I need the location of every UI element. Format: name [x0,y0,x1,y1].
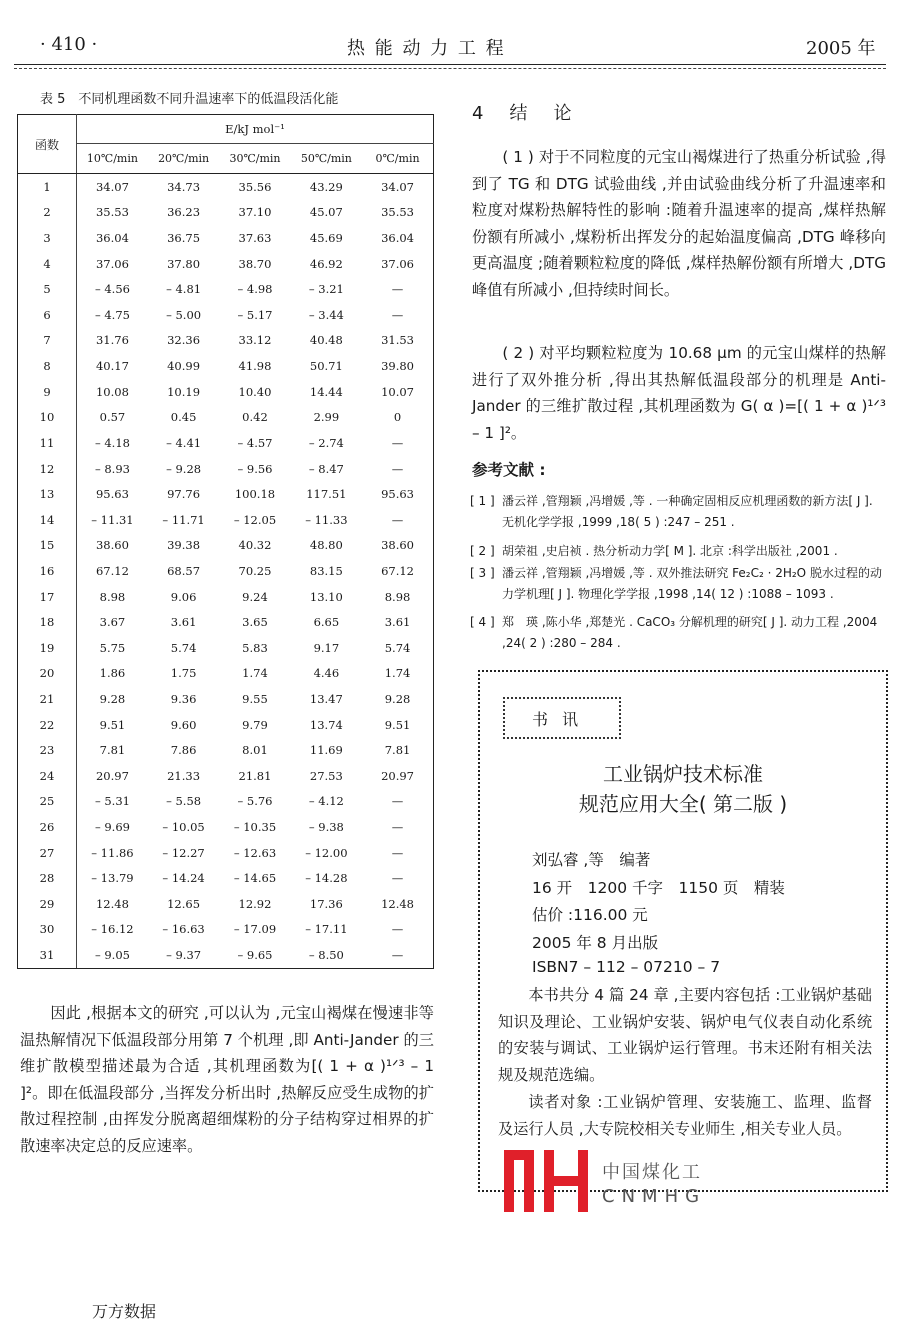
function-number-cell: 5 [18,276,77,302]
book-readers: 读者对象 :工业锅炉管理、安装施工、监理、监督及运行人员 ,大专院校相关专业师生 ,相关专业人员。 [498,1093,872,1138]
energy-value-cell: – 11.86 [91,845,134,860]
energy-value-cell: 50.71 [309,359,343,374]
references-heading: 参考文献 : [472,461,546,479]
energy-value-cell: – 4.41 [166,435,202,450]
energy-value-cell: – 5.00 [166,307,202,322]
function-number-cell: 15 [18,533,77,559]
function-number-cell: 19 [18,635,77,661]
energy-value-cell: 37.06 [362,251,433,277]
table-row [18,737,434,763]
rate-header: 30℃/min [219,144,290,174]
reference-text: 潘云祥 ,管翔颖 ,冯增媛 ,等 . 一种确定固相反应机理函数的新方法[ J ]. 无机化学学报 ,1999 ,18( 5 ) :247 – 251 . [502,494,873,529]
energy-value-cell: — [362,840,433,866]
energy-value-cell: 40.48 [309,333,343,348]
function-number-cell: 24 [18,763,77,789]
energy-value-cell: 9.55 [242,691,268,706]
energy-value-cell: 9.28 [99,691,126,706]
energy-value-cell: 35.56 [238,179,272,194]
function-number-cell: 13 [18,481,77,507]
energy-value-cell: 34.07 [95,179,129,194]
function-column-header: 函数 [18,115,77,174]
table-row [18,763,434,789]
energy-value-cell: 45.69 [309,231,343,246]
energy-value-cell: – 4.81 [166,282,202,297]
function-number-cell: 26 [18,814,77,840]
header-rule [14,64,886,65]
energy-value-cell: – 9.56 [237,461,273,476]
conclusion-point-1: ( 1 ) 对于不同粒度的元宝山褐煤进行了热重分析试验 ,得到了 TG 和 DTG 试验曲线 ,并由试验曲线分析了升温速率和粒度对煤粉热解特性的影响 :随着升温速率的提高 ,煤样热解份额有所减小 ,煤粉析出挥发分的起始温度偏高 ,DTG 峰移向更高温度 ;随着颗粒粒度的降低 ,煤样热解份额有所增大 ,DTG 峰值有所减小 ,但持续时间长。 [472,148,886,299]
energy-value-cell: — [362,302,433,328]
function-number-cell: 7 [18,328,77,354]
table-row [18,200,434,226]
energy-value-cell: – 12.27 [162,845,205,860]
energy-value-cell: 43.29 [309,179,343,194]
energy-value-cell: 3.61 [170,615,197,630]
energy-value-cell: 7.86 [170,743,197,758]
energy-value-cell: – 5.31 [94,794,130,809]
reference-number: [ 3 ] [470,566,495,580]
energy-value-cell: 21.33 [167,768,201,783]
energy-value-cell: 21.81 [238,768,272,783]
table-row [18,353,434,379]
logo-chinese-text: 中国煤化工 [602,1162,702,1183]
table-row [18,584,434,610]
reference-text: 潘云祥 ,管翔颖 ,冯增媛 ,等 . 双外推法研究 Fe₂C₂ · 2H₂O 脱水过程的动力学机理[ J ]. 物理化学学报 ,1998 ,14( 12 ) :1088 – 1093 . [502,566,882,601]
energy-value-cell: 17.36 [309,896,343,911]
energy-value-cell: 20.97 [95,768,129,783]
table-row [18,865,434,891]
journal-year: 2005 年 [806,38,876,59]
energy-value-cell: 8.01 [242,743,268,758]
book-notice-tag: 书讯 [503,697,621,739]
energy-value-cell: 5.74 [170,640,197,655]
function-number-cell: 10 [18,404,77,430]
energy-value-cell: 35.53 [95,205,129,220]
function-number-cell: 31 [18,942,77,968]
energy-value-cell: 39.80 [362,353,433,379]
energy-value-cell: – 14.65 [233,871,277,886]
energy-value-cell: 95.63 [362,481,433,507]
energy-value-cell: – 16.12 [91,922,134,937]
energy-value-cell: 37.63 [238,231,272,246]
energy-value-cell: 13.74 [309,717,343,732]
book-published: 2005 年 8 月出版 [532,934,659,952]
conclusion-paragraph-left: 因此 ,根据本文的研究 ,可以认为 ,元宝山褐煤在慢速非等温热解情况下低温段部分用第 7 个机理 ,即 Anti-Jander 的三维扩散模型描述最为合适 ,其机理函数为[( 1 + α )¹ᐟ³ – 1 ]²。即在低温段部分 ,当挥发分析出时 ,热解反应受生成物的扩散过程控制 ,由挥发分脱离超细煤粉的分子结构穿过相界的扩散速率决定总的反应速率。 [20,1004,434,1155]
energy-value-cell: 7.81 [362,737,433,763]
energy-value-cell: – 9.69 [94,820,130,835]
book-content: 本书共分 4 篇 24 章 ,主要内容包括 :工业锅炉基础知识及理论、工业锅炉安装、锅炉电气仪表自动化系统的安装与调试、工业锅炉运行管理。书末还附有相关法规及规范选编。 [498,986,872,1084]
reference-item [470,563,888,605]
reference-text: 郑 瑛 ,陈小华 ,郑楚光 . CaCO₃ 分解机理的研究[ J ]. 动力工程 ,2004 ,24( 2 ) :280 – 284 . [502,615,878,650]
energy-value-cell: 37.80 [167,256,201,271]
energy-value-cell: – 14.28 [305,871,348,886]
energy-value-cell: 3.65 [242,615,268,630]
energy-value-cell: 38.60 [362,533,433,559]
table-row [18,635,434,661]
energy-value-cell: 12.92 [238,896,272,911]
energy-value-cell: – 8.50 [291,942,362,968]
book-isbn: ISBN7 – 112 – 07210 – 7 [532,958,721,976]
table-row [18,379,434,405]
energy-value-cell: 9.24 [242,589,268,604]
rate-header: 20℃/min [148,144,219,174]
reference-text: 胡荣祖 ,史启祯 . 热分析动力学[ M ]. 北京 :科学出版社 ,2001 . [502,544,838,558]
function-number-cell: 28 [18,865,77,891]
energy-value-cell: – 4.56 [94,282,130,297]
table-row [18,917,434,943]
energy-value-cell: – 8.47 [308,461,344,476]
energy-value-cell: 83.15 [309,563,343,578]
energy-value-cell: 0.45 [170,410,197,425]
energy-value-cell: – 13.79 [91,871,134,886]
energy-value-cell: 10.19 [167,384,201,399]
energy-value-cell: – 5.76 [237,794,273,809]
section-heading: 4 结 论 [472,103,576,124]
table-row [18,840,434,866]
energy-value-cell: – 4.18 [94,435,130,450]
rate-header: 0℃/min [362,144,433,174]
energy-value-cell: 41.98 [238,359,272,374]
table-row [18,891,434,917]
table-row [18,225,434,251]
function-number-cell: 20 [18,661,77,687]
energy-value-cell: 33.12 [238,333,272,348]
function-number-cell: 18 [18,609,77,635]
table-row [18,609,434,635]
energy-value-cell: 32.36 [167,333,201,348]
energy-value-cell: 36.04 [362,225,433,251]
energy-value-cell: 1.75 [170,666,197,681]
energy-value-cell: – 10.35 [233,820,277,835]
reference-item [470,541,888,562]
energy-value-cell: 67.12 [95,563,129,578]
function-number-cell: 3 [18,225,77,251]
book-author: 刘弘睿 ,等 编著 [532,851,651,869]
energy-value-cell: — [362,276,433,302]
energy-value-cell: 31.76 [95,333,129,348]
table-row [18,789,434,815]
energy-value-cell: 10.07 [362,379,433,405]
energy-value-cell: 10.08 [95,384,129,399]
energy-value-cell: 9.28 [362,686,433,712]
book-title-line-2: 规范应用大全( 第二版 ) [578,792,788,816]
energy-value-cell: – 9.37 [148,942,219,968]
function-number-cell: 22 [18,712,77,738]
energy-value-cell: 0 [362,404,433,430]
wanfang-watermark: 万方数据 [92,1302,157,1321]
energy-value-cell: 3.67 [99,615,126,630]
energy-value-cell: – 2.74 [308,435,344,450]
rate-header: 10℃/min [77,144,148,174]
energy-value-cell: 14.44 [309,384,343,399]
energy-value-cell: – 3.44 [308,307,344,322]
energy-value-cell: – 8.93 [94,461,130,476]
energy-value-cell: 37.06 [95,256,129,271]
energy-value-cell: 45.07 [309,205,343,220]
function-number-cell: 12 [18,456,77,482]
energy-value-cell: 12.48 [95,896,129,911]
table-row [18,174,434,200]
journal-name: 热 能 动 力 工 程 [347,38,506,59]
table-row [18,430,434,456]
energy-value-cell: – 9.05 [77,942,148,968]
function-number-cell: 8 [18,353,77,379]
energy-value-cell: 67.12 [362,558,433,584]
book-price: 估价 :116.00 元 [532,906,648,924]
energy-value-cell: – 9.65 [219,942,290,968]
energy-value-cell: — [362,814,433,840]
logo-english-text: CNMHG [602,1186,707,1207]
function-number-cell: 1 [18,174,77,200]
energy-value-cell: 9.79 [242,717,268,732]
energy-value-cell: 9.17 [313,640,340,655]
energy-value-cell: 35.53 [362,200,433,226]
function-number-cell: 9 [18,379,77,405]
energy-value-cell: — [362,430,433,456]
energy-value-cell: – 4.57 [237,435,273,450]
energy-value-cell: 7.81 [99,743,126,758]
energy-value-cell: 31.53 [362,328,433,354]
table-caption: 表 5 不同机理函数不同升温速率下的低温段活化能 [40,92,339,107]
table-row [18,456,434,482]
energy-value-cell: – 11.31 [91,512,134,527]
reference-number: [ 2 ] [470,544,495,558]
table-row [18,251,434,277]
energy-value-cell: 36.75 [167,231,201,246]
energy-value-cell: 0.42 [242,410,268,425]
table-row [18,533,434,559]
table-row [18,302,434,328]
energy-value-cell: 1.86 [99,666,126,681]
energy-value-cell: 38.70 [238,256,272,271]
energy-value-cell: 5.83 [242,640,268,655]
energy-value-cell: – 12.00 [305,845,348,860]
energy-value-cell: 1.74 [362,661,433,687]
table-row [18,507,434,533]
energy-value-cell: 48.80 [309,538,343,553]
reference-number: [ 4 ] [470,615,495,629]
energy-value-cell: 1.74 [242,666,268,681]
function-number-cell: 23 [18,737,77,763]
energy-value-cell: 9.06 [170,589,197,604]
energy-value-cell: 5.74 [362,635,433,661]
function-number-cell: 14 [18,507,77,533]
page-number: · 410 · [40,34,98,55]
energy-value-cell: 37.10 [238,205,272,220]
energy-value-cell: – 17.09 [233,922,277,937]
energy-value-cell: 40.99 [167,359,201,374]
conclusion-point-2: ( 2 ) 对平均颗粒粒度为 10.68 μm 的元宝山煤样的热解进行了双外推分析 ,得出其热解低温段部分的机理是 Anti-Jander 的三维扩散过程 ,其机理函数为 G( α )=[( 1 + α )¹ᐟ³ – 1 ]²。 [472,344,886,442]
energy-value-cell: – 11.71 [162,512,205,527]
energy-value-cell: 5.75 [99,640,126,655]
energy-value-cell: 8.98 [99,589,126,604]
energy-value-cell: 95.63 [95,487,129,502]
table-row [18,661,434,687]
energy-value-cell: 20.97 [362,763,433,789]
energy-value-cell: — [362,456,433,482]
energy-value-cell: — [362,917,433,943]
energy-value-cell: 10.40 [238,384,272,399]
energy-value-cell: 40.32 [238,538,272,553]
energy-value-cell: 13.47 [309,691,343,706]
activation-energy-table [17,114,434,969]
energy-value-cell: 2.99 [313,410,340,425]
energy-value-cell: 34.73 [167,179,201,194]
energy-value-cell: – 14.24 [162,871,205,886]
energy-value-cell: – 12.05 [233,512,277,527]
energy-value-cell: 9.51 [362,712,433,738]
energy-value-cell: – 4.75 [94,307,130,322]
reference-item [470,491,888,533]
energy-value-cell: 36.04 [95,231,129,246]
reference-number: [ 1 ] [470,494,495,508]
table-row [18,404,434,430]
table-row [18,558,434,584]
header-rule-dashed [14,68,886,69]
table-row [18,481,434,507]
function-number-cell: 16 [18,558,77,584]
energy-value-cell: 117.51 [306,487,347,502]
energy-value-cell: 9.60 [170,717,197,732]
energy-value-cell: 34.07 [362,174,433,200]
energy-value-cell: 70.25 [238,563,272,578]
energy-unit-header: E/kJ mol⁻¹ [77,115,434,144]
energy-value-cell: 6.65 [313,615,340,630]
energy-value-cell: 97.76 [167,487,201,502]
energy-value-cell: – 16.63 [162,922,205,937]
table-body [18,174,434,969]
energy-value-cell: — [362,507,433,533]
energy-value-cell: – 9.28 [166,461,202,476]
function-number-cell: 11 [18,430,77,456]
function-number-cell: 30 [18,917,77,943]
energy-value-cell: 9.51 [99,717,126,732]
energy-value-cell: – 3.21 [308,282,344,297]
energy-value-cell: 27.53 [309,768,343,783]
energy-value-cell: 9.36 [170,691,197,706]
reference-item [470,612,888,654]
energy-value-cell: – 12.63 [233,845,277,860]
energy-value-cell: 46.92 [309,256,343,271]
energy-value-cell: 3.61 [362,609,433,635]
energy-value-cell: 68.57 [167,563,201,578]
table-row [18,686,434,712]
energy-value-cell: 100.18 [234,487,276,502]
energy-value-cell: 12.48 [362,891,433,917]
energy-value-cell: – 5.58 [166,794,202,809]
cnmhg-logo-icon [504,1150,594,1212]
function-number-cell: 27 [18,840,77,866]
book-title-line-1: 工业锅炉技术标准 [603,762,763,786]
function-number-cell: 21 [18,686,77,712]
table-row [18,276,434,302]
energy-value-cell: – 17.11 [305,922,348,937]
energy-value-cell: 11.69 [309,743,343,758]
function-number-cell: 17 [18,584,77,610]
function-number-cell: 2 [18,200,77,226]
table-row [18,328,434,354]
function-number-cell: 4 [18,251,77,277]
energy-value-cell: – 10.05 [162,820,205,835]
rate-header: 50℃/min [291,144,362,174]
table-row [18,814,434,840]
energy-value-cell: — [362,865,433,891]
energy-value-cell: 38.60 [95,538,129,553]
energy-value-cell: 12.65 [167,896,201,911]
energy-value-cell: — [362,942,433,968]
function-number-cell: 25 [18,789,77,815]
energy-value-cell: – 4.98 [237,282,273,297]
energy-value-cell: 8.98 [362,584,433,610]
energy-value-cell: 0.57 [99,410,126,425]
energy-value-cell: 13.10 [309,589,343,604]
heating-rate-header-row [18,144,434,174]
energy-value-cell: 39.38 [167,538,201,553]
energy-value-cell: – 9.38 [308,820,344,835]
table-row [18,942,434,968]
energy-value-cell: 4.46 [313,666,340,681]
table-row [18,712,434,738]
energy-value-cell: – 4.12 [308,794,344,809]
energy-value-cell: 36.23 [167,205,201,220]
energy-value-cell: — [362,789,433,815]
energy-value-cell: – 5.17 [237,307,273,322]
function-number-cell: 6 [18,302,77,328]
energy-value-cell: – 11.33 [305,512,348,527]
energy-value-cell: 40.17 [95,359,129,374]
book-format: 16 开 1200 千字 1150 页 精装 [532,879,785,897]
function-number-cell: 29 [18,891,77,917]
